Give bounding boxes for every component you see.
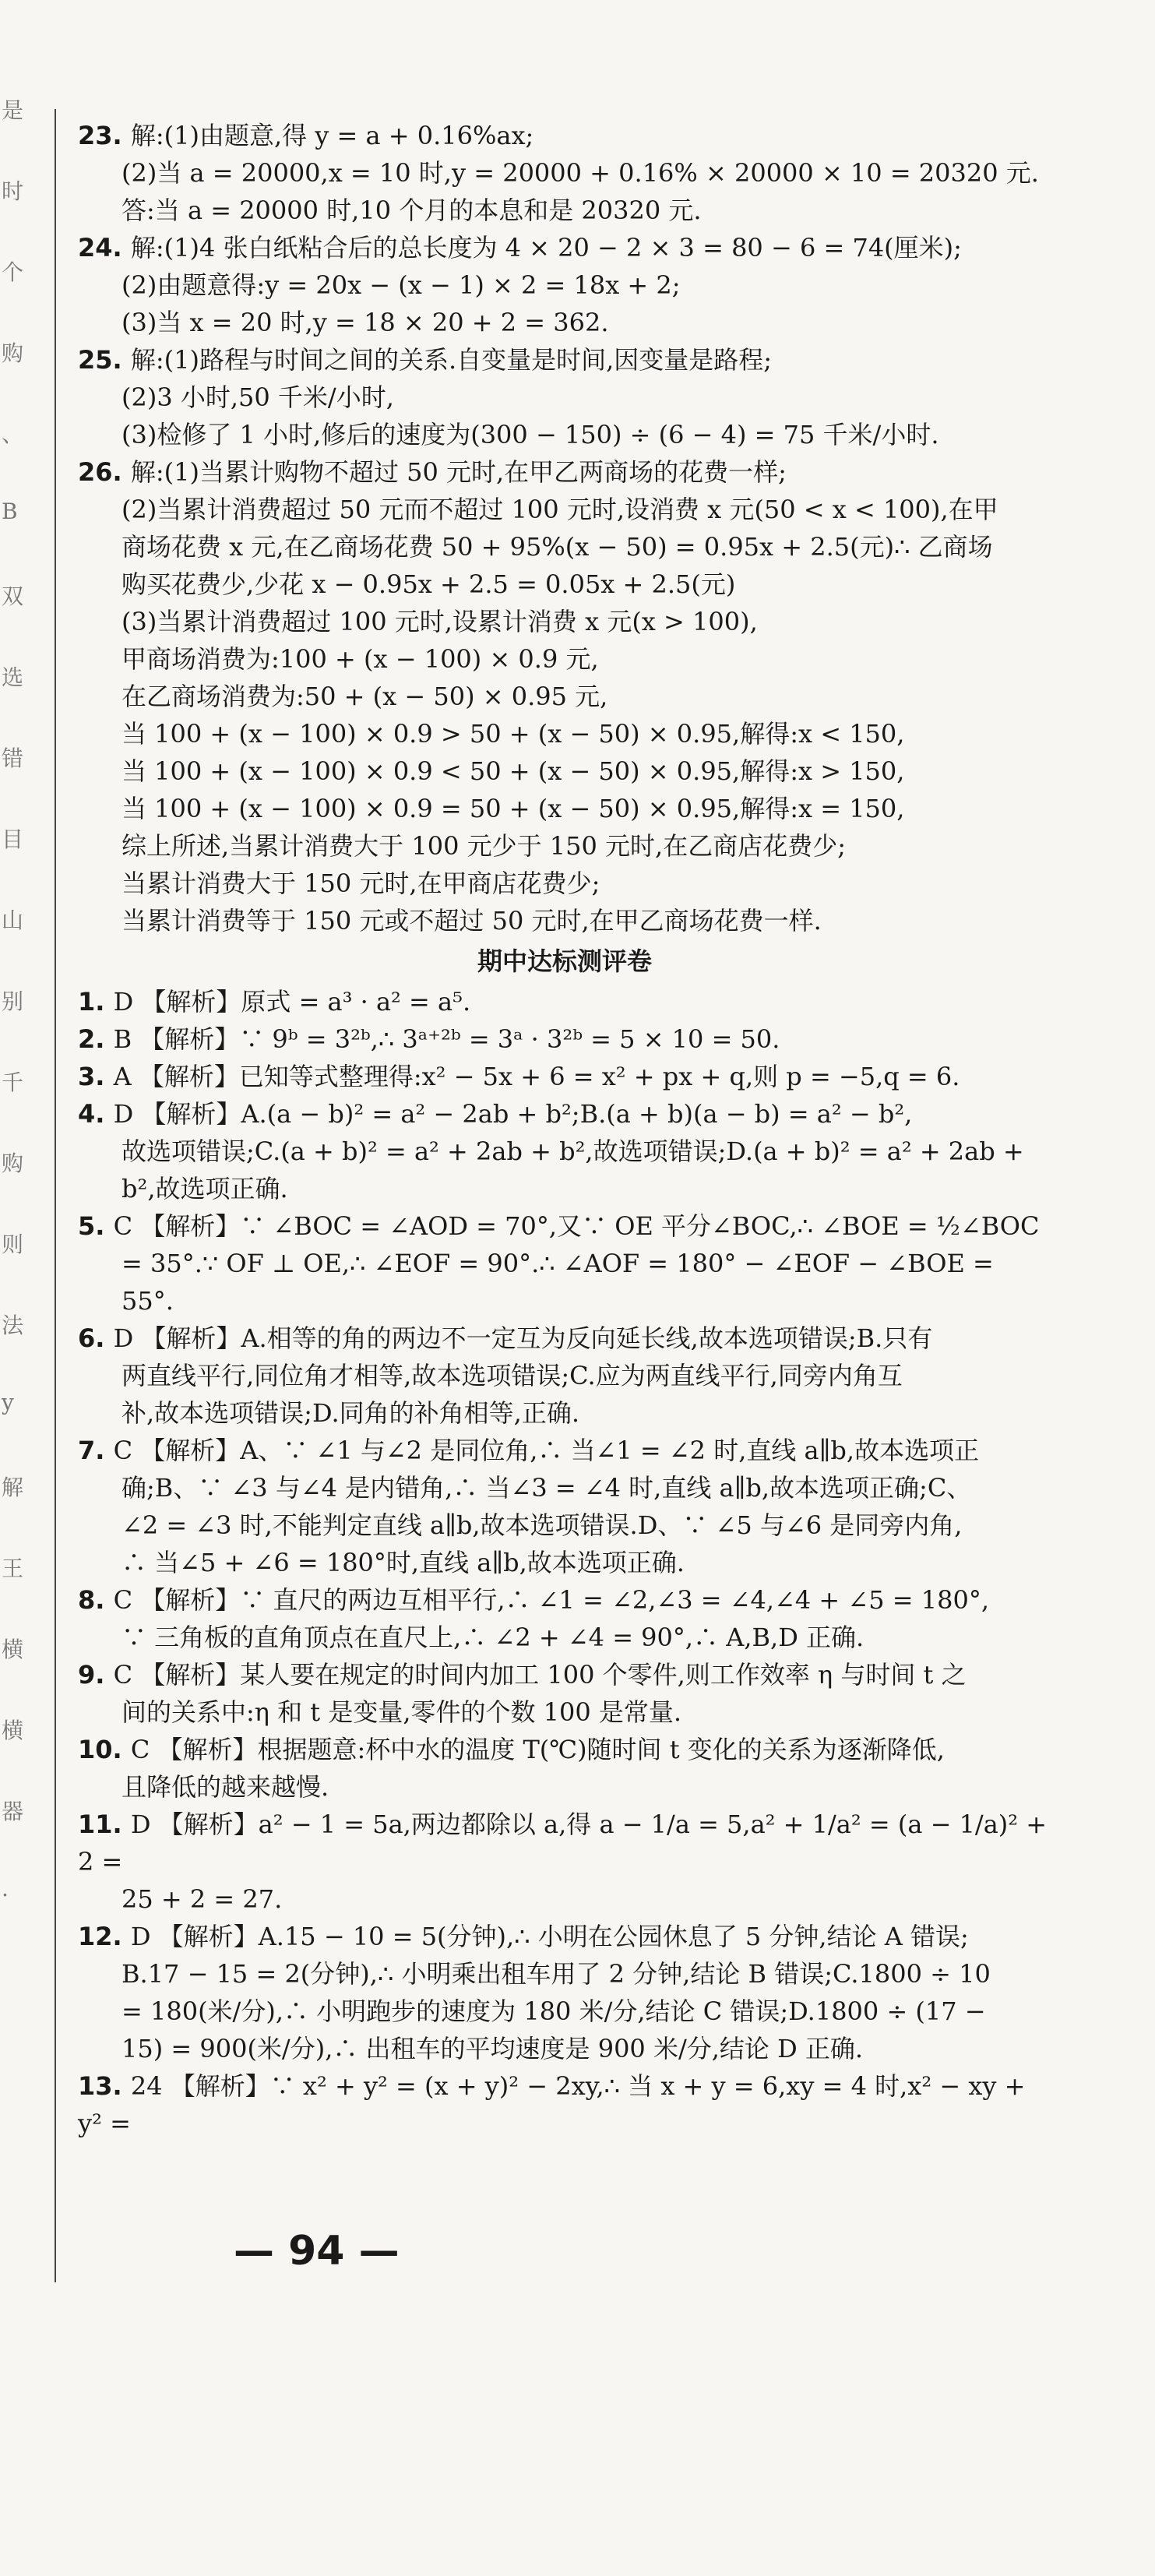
line-text: 15) = 900(米/分),∴ 出租车的平均速度是 900 米/分,结论 D 正确. [121, 2034, 864, 2063]
item-number: 26. [78, 457, 131, 487]
text-line [78, 491, 1051, 528]
text-line [78, 1506, 1051, 1544]
margin-glyph: y [2, 1390, 14, 1415]
text-line [78, 1955, 1051, 1993]
text-line [78, 341, 1051, 379]
line-text: B.17 − 15 = 2(分钟),∴ 小明乘出租车用了 2 分钟,结论 B 错误;C.1800 ÷ 10 [121, 1959, 991, 1989]
margin-glyph: 别 [2, 988, 24, 1014]
line-text: (3)当 x = 20 时,y = 18 × 20 + 2 = 362. [121, 308, 609, 337]
line-text: 在乙商场消费为:50 + (x − 50) × 0.95 元, [121, 682, 608, 711]
line-text: = 35°.∵ OF ⊥ OE,∴ ∠EOF = 90°.∴ ∠AOF = 180° − ∠EOF − ∠BOE = 55°. [121, 1249, 1002, 1316]
item-number: 10. [78, 1735, 131, 1764]
margin-glyph: 法 [2, 1313, 24, 1338]
line-text: 解:(1)4 张白纸粘合后的总长度为 4 × 20 − 2 × 3 = 80 − 6 = 74(厘米); [130, 233, 962, 263]
line-text: 确;B、∵ ∠3 与∠4 是内错角,∴ 当∠3 = ∠4 时,直线 a∥b,故本选项正确;C、 [121, 1473, 972, 1503]
text-line [78, 453, 1051, 491]
line-text: 解:(1)当累计购物不超过 50 元时,在甲乙两商场的花费一样; [130, 457, 787, 487]
text-line [78, 1581, 1051, 1619]
text-line [78, 983, 1051, 1020]
margin-glyph: 购 [2, 340, 24, 366]
line-text: (2)3 小时,50 千米/小时, [121, 382, 394, 412]
text-line [78, 1357, 1051, 1394]
line-text: 甲商场消费为:100 + (x − 100) × 0.9 元, [121, 644, 599, 674]
text-line [78, 1731, 1051, 1768]
item-number: 9. [78, 1660, 114, 1690]
line-text: ∴ 当∠5 + ∠6 = 180°时,直线 a∥b,故本选项正确. [121, 1548, 685, 1577]
text-line [78, 154, 1051, 192]
line-text: (2)当累计消费超过 50 元而不超过 100 元时,设消费 x 元(50 < x < 100),在甲 [121, 495, 998, 524]
line-text: (3)检修了 1 小时,修后的速度为(300 − 150) ÷ (6 − 4) = 75 千米/小时. [121, 420, 939, 449]
text-line [78, 715, 1051, 752]
margin-glyph: 山 [2, 907, 24, 933]
line-text: C 【解析】根据题意:杯中水的温度 T(℃)随时间 t 变化的关系为逐渐降低, [130, 1735, 945, 1764]
item-number: 12. [78, 1922, 131, 1951]
line-text: 24 【解析】∵ x² + y² = (x + y)² − 2xy,∴ 当 x + y = 6,xy = 4 时,x² − xy + y² = [78, 2071, 1034, 2138]
item-number: 7. [78, 1436, 114, 1465]
text-line [78, 1768, 1051, 1806]
text-line [78, 1693, 1051, 1731]
line-text: 故选项错误;C.(a + b)² = a² + 2ab + b²,故选项错误;D.(a + b)² = a² + 2ab + [121, 1136, 1024, 1166]
text-line [78, 229, 1051, 266]
line-text: 解:(1)路程与时间之间的关系.自变量是时间,因变量是路程; [130, 345, 773, 375]
text-line [78, 1133, 1051, 1170]
text-line [78, 2067, 1051, 2142]
item-number: 25. [78, 345, 131, 375]
text-line [78, 790, 1051, 827]
item-number: 4. [78, 1099, 114, 1129]
text-line [78, 1993, 1051, 2030]
text-line [78, 1058, 1051, 1095]
text-line [78, 1245, 1051, 1320]
line-text: D 【解析】A.相等的角的两边不一定互为反向延长线,故本选项错误;B.只有 [113, 1323, 933, 1353]
answer-content [78, 117, 1055, 2142]
text-line [78, 1806, 1055, 1880]
line-text: 间的关系中:η 和 t 是变量,零件的个数 100 是常量. [121, 1697, 682, 1727]
text-line [78, 1207, 1051, 1245]
margin-glyph: 时 [2, 178, 24, 204]
line-text: 商场花费 x 元,在乙商场花费 50 + 95%(x − 50) = 0.95x + 2.5(元)∴ 乙商场 [121, 532, 993, 562]
item-number: 6. [78, 1323, 114, 1353]
line-text: 两直线平行,同位角才相等,故本选项错误;C.应为两直线平行,同旁内角互 [121, 1361, 903, 1390]
line-text: 补,故本选项错误;D.同角的补角相等,正确. [121, 1398, 579, 1428]
line-text: D 【解析】A.(a − b)² = a² − 2ab + b²;B.(a + b)(a − b) = a² − b², [113, 1099, 913, 1129]
margin-glyph: 选 [2, 664, 24, 690]
line-text: 当累计消费等于 150 元或不超过 50 元时,在甲乙商场花费一样. [121, 906, 822, 936]
item-number: 5. [78, 1211, 114, 1241]
text-line [78, 1320, 1051, 1357]
line-text: A 【解析】已知等式整理得:x² − 5x + 6 = x² + px + q,则 p = −5,q = 6. [113, 1062, 960, 1091]
line-text: 购买花费少,少花 x − 0.95x + 2.5 = 0.05x + 2.5(元) [121, 569, 736, 599]
line-text: C 【解析】∵ 直尺的两边互相平行,∴ ∠1 = ∠2,∠3 = ∠4,∠4 + ∠5 = 180°, [113, 1585, 989, 1615]
margin-glyph: . [2, 1876, 9, 1901]
margin-glyph: 、 [2, 421, 24, 447]
line-text: D 【解析】原式 = a³ · a² = a⁵. [113, 987, 471, 1017]
line-text: (2)由题意得:y = 20x − (x − 1) × 2 = 18x + 2; [121, 270, 681, 300]
text-line [78, 117, 1051, 154]
solutions-block [78, 117, 1051, 939]
line-text: 当 100 + (x − 100) × 0.9 > 50 + (x − 50) × 0.95,解得:x < 150, [121, 719, 905, 749]
margin-glyph: 则 [2, 1232, 24, 1257]
text-line [78, 902, 1051, 939]
text-line [78, 1656, 1051, 1693]
text-line [78, 379, 1051, 416]
item-number: 24. [78, 233, 131, 263]
text-line [78, 266, 1051, 304]
page-number: — 94 — [234, 2228, 400, 2275]
line-text: 当累计消费大于 150 元时,在甲商店花费少; [121, 869, 600, 898]
text-line [78, 752, 1051, 790]
section-title: 期中达标测评卷 [477, 946, 652, 976]
margin-glyph: 是 [2, 97, 24, 123]
margin-glyph: 个 [2, 259, 24, 285]
line-text: 答:当 a = 20000 时,10 个月的本息和是 20320 元. [121, 196, 702, 225]
text-line [78, 1095, 1051, 1133]
margin-glyph: 目 [2, 826, 24, 852]
margin-glyph: 千 [2, 1070, 24, 1095]
line-text: D 【解析】a² − 1 = 5a,两边都除以 a,得 a − 1/a = 5,a² + 1/a² = (a − 1/a)² + 2 = [78, 1810, 1055, 1876]
line-text: C 【解析】∵ ∠BOC = ∠AOD = 70°,又∵ OE 平分∠BOC,∴ ∠BOE = ½∠BOC [113, 1211, 1040, 1241]
text-line [78, 528, 1051, 566]
text-line [78, 1170, 1051, 1207]
line-text: C 【解析】某人要在规定的时间内加工 100 个零件,则工作效率 η 与时间 t 之 [113, 1660, 967, 1690]
text-line [78, 1394, 1051, 1432]
line-text: 解:(1)由题意,得 y = a + 0.16%ax; [130, 121, 534, 150]
item-number: 23. [78, 121, 131, 150]
margin-glyph: 横 [2, 1718, 24, 1743]
text-line [78, 2030, 1051, 2067]
text-line [78, 1880, 1051, 1918]
line-text: = 180(米/分),∴ 小明跑步的速度为 180 米/分,结论 C 错误;D.1800 ÷ (17 − [121, 1996, 986, 2026]
text-line [78, 1544, 1051, 1581]
line-text: 综上所述,当累计消费大于 100 元少于 150 元时,在乙商店花费少; [121, 831, 846, 861]
column-rule [55, 109, 56, 2282]
text-line [78, 1469, 1051, 1506]
text-line [78, 304, 1051, 341]
margin-glyph: 横 [2, 1637, 24, 1662]
item-number: 11. [78, 1810, 131, 1839]
line-text: 当 100 + (x − 100) × 0.9 < 50 + (x − 50) × 0.95,解得:x > 150, [121, 756, 905, 786]
item-number: 8. [78, 1585, 114, 1615]
margin-glyph: 错 [2, 745, 24, 771]
line-text: 25 + 2 = 27. [121, 1884, 283, 1914]
text-line [78, 192, 1051, 229]
line-text: B 【解析】∵ 9ᵇ = 3²ᵇ,∴ 3ᵃ⁺²ᵇ = 3ᵃ · 3²ᵇ = 5 × 10 = 50. [113, 1024, 780, 1054]
margin-glyph: B [2, 499, 18, 524]
item-number: 3. [78, 1062, 114, 1091]
margin-glyph: 双 [2, 583, 24, 609]
line-text: b²,故选项正确. [121, 1174, 288, 1203]
item-number: 1. [78, 987, 114, 1017]
line-text: (3)当累计消费超过 100 元时,设累计消费 x 元(x > 100), [121, 607, 758, 636]
item-number: 13. [78, 2071, 131, 2101]
answers-block [78, 983, 1055, 2142]
margin-glyph: 解 [2, 1475, 24, 1500]
line-text: C 【解析】A、∵ ∠1 与∠2 是同位角,∴ 当∠1 = ∠2 时,直线 a∥b,故本选项正 [113, 1436, 980, 1465]
left-margin-strip [0, 93, 23, 2025]
text-line [78, 827, 1051, 865]
margin-glyph: 器 [2, 1799, 24, 1824]
line-text: ∠2 = ∠3 时,不能判定直线 a∥b,故本选项错误.D、∵ ∠5 与∠6 是同旁内角, [121, 1510, 963, 1540]
margin-glyph: 购 [2, 1151, 24, 1176]
text-line [78, 603, 1051, 640]
text-line [78, 566, 1051, 603]
text-line [78, 1619, 1051, 1656]
text-line [78, 865, 1051, 902]
text-line [78, 1432, 1051, 1469]
item-number: 2. [78, 1024, 114, 1054]
text-line [78, 1020, 1051, 1058]
line-text: (2)当 a = 20000,x = 10 时,y = 20000 + 0.16% × 20000 × 10 = 20320 元. [121, 158, 1039, 188]
line-text: 且降低的越来越慢. [121, 1772, 329, 1802]
line-text: ∵ 三角板的直角顶点在直尺上,∴ ∠2 + ∠4 = 90°,∴ A,B,D 正确. [121, 1623, 864, 1652]
text-line [78, 416, 1051, 453]
line-text: 当 100 + (x − 100) × 0.9 = 50 + (x − 50) × 0.95,解得:x = 150, [121, 794, 905, 823]
text-line [78, 1918, 1051, 1955]
margin-glyph: 王 [2, 1556, 24, 1581]
text-line [78, 640, 1051, 678]
text-line [78, 678, 1051, 715]
line-text: D 【解析】A.15 − 10 = 5(分钟),∴ 小明在公园休息了 5 分钟,结论 A 错误; [130, 1922, 969, 1951]
